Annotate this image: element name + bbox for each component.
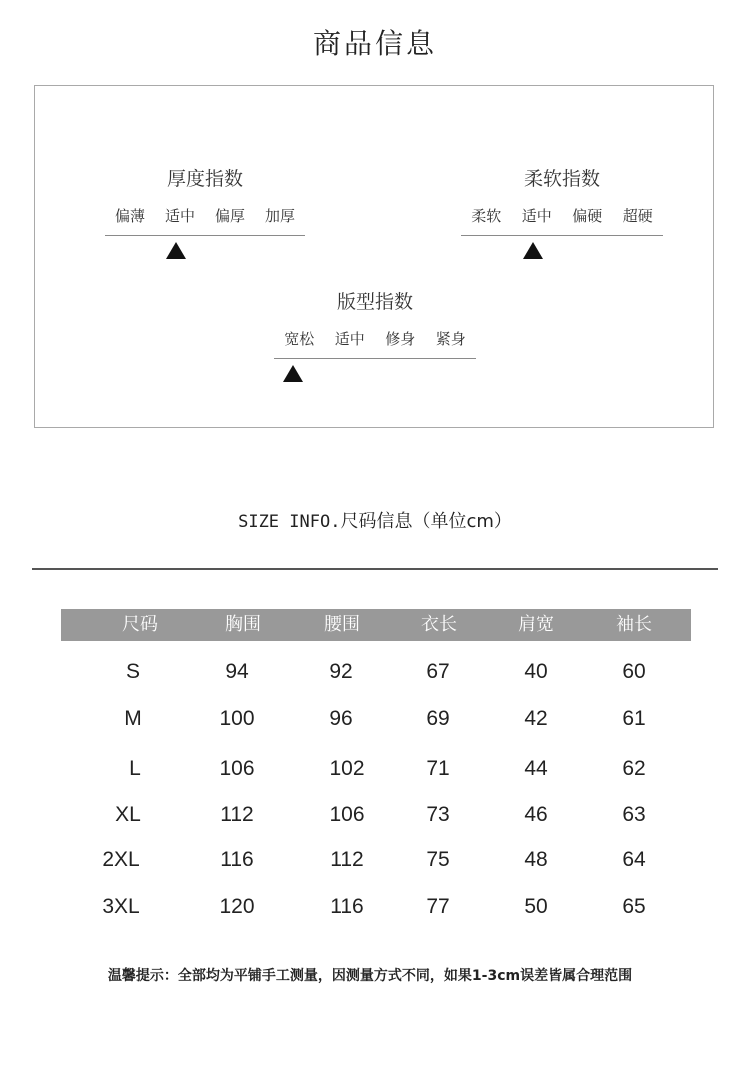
cell-waist: 102 [329,757,365,780]
cell-length: 77 [426,895,450,918]
cell-chest: 116 [220,848,254,871]
cell-shoulder: 48 [524,848,548,871]
size-table-header [61,609,691,641]
cell-shoulder: 42 [524,707,548,730]
softness-option: 超硬 [622,207,653,225]
fit-option: 宽松 [284,330,315,348]
softness-index-title: 柔软指数 [523,168,600,190]
softness-marker-triangle-icon [523,242,543,259]
page-title: 商品信息 [312,27,437,60]
cell-waist: 92 [329,660,353,683]
cell-size: L [129,757,141,780]
cell-chest: 112 [220,803,254,826]
header-size: 尺码 [122,614,158,635]
cell-waist: 112 [330,848,364,871]
cell-chest: 94 [225,660,249,683]
cell-length: 73 [426,803,450,826]
cell-size: 3XL [102,895,140,918]
header-chest: 胸围 [225,614,261,635]
table-row [0,757,750,787]
cell-length: 75 [426,848,450,871]
table-row [0,848,750,878]
size-info-title-cn: 尺码信息（单位cm） [340,511,512,532]
table-row [0,803,750,833]
fit-option: 适中 [334,330,365,348]
table-row [0,707,750,737]
cell-waist: 96 [329,707,353,730]
cell-chest: 106 [219,757,255,780]
header-waist: 腰围 [324,614,360,635]
cell-length: 69 [426,707,450,730]
cell-sleeve: 60 [622,660,646,683]
thickness-scale-line [105,235,305,236]
softness-option: 偏硬 [572,207,603,225]
cell-sleeve: 65 [622,895,646,918]
fit-option: 修身 [385,330,416,348]
cell-size: S [125,660,140,683]
thickness-scale [105,205,305,226]
softness-index [461,164,663,274]
cell-size: XL [115,803,141,826]
fit-index [274,287,476,397]
size-info-title [0,507,750,533]
thickness-option: 偏薄 [114,207,145,225]
cell-sleeve: 61 [622,707,646,730]
cell-shoulder: 50 [524,895,548,918]
fit-scale [274,328,476,349]
section-divider [32,568,718,570]
cell-shoulder: 46 [524,803,548,826]
measurement-note: 温馨提示：全部均为平铺手工测量，因测量方式不同，如果1-3cm误差皆属合理范围 [107,968,633,984]
cell-length: 67 [426,660,450,683]
cell-waist: 106 [329,803,365,826]
fit-index-title: 版型指数 [336,291,413,313]
fabric-index-panel [34,85,714,428]
cell-shoulder: 40 [524,660,548,683]
fit-scale-line [274,358,476,359]
thickness-option: 偏厚 [214,207,245,225]
thickness-index [105,164,305,274]
cell-shoulder: 44 [524,757,548,780]
header-sleeve: 袖长 [616,614,652,635]
cell-chest: 100 [219,707,255,730]
thickness-marker-triangle-icon [166,242,186,259]
softness-scale-line [461,235,663,236]
softness-scale [461,205,663,226]
cell-waist: 116 [330,895,364,918]
table-row [0,660,750,690]
cell-length: 71 [426,757,450,780]
softness-option: 柔软 [471,207,502,225]
thickness-index-title: 厚度指数 [166,168,243,190]
thickness-option: 适中 [164,207,195,225]
fit-option: 紧身 [435,330,466,348]
table-row [0,895,750,925]
thickness-option: 加厚 [264,207,295,225]
header-shoulder: 肩宽 [518,614,554,635]
cell-size: M [124,707,142,730]
softness-option: 适中 [521,207,552,225]
cell-sleeve: 64 [622,848,646,871]
cell-size: 2XL [102,848,140,871]
cell-sleeve: 62 [622,757,646,780]
fit-marker-triangle-icon [283,365,303,382]
cell-chest: 120 [219,895,255,918]
header-length: 衣长 [421,614,457,635]
size-info-title-en: SIZE INFO. [238,512,341,532]
cell-sleeve: 63 [622,803,646,826]
